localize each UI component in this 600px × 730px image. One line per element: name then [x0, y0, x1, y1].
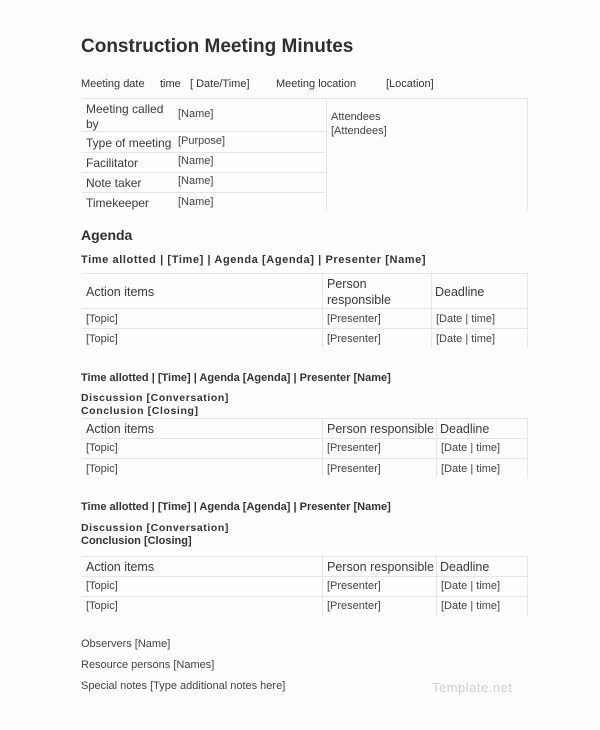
info-label-type: Type of meeting [86, 136, 172, 150]
section3-header-action: Action items [86, 560, 155, 574]
section2-row1-presenter: [Presenter] [327, 442, 381, 454]
location-value: [Location] [386, 78, 434, 90]
section2-row1-deadline: [Date | time] [441, 442, 501, 454]
section2-row2-topic: [Topic] [86, 463, 118, 475]
resource-persons-line: Resource persons [Names] [81, 659, 215, 671]
section3-row1-presenter: [Presenter] [327, 580, 381, 592]
attendees-value: [Attendees] [331, 125, 387, 137]
info-label-note-taker: Note taker [86, 176, 142, 190]
attendees-label: Attendees [331, 111, 381, 123]
section3-conclusion: Conclusion [Closing] [81, 535, 192, 547]
section3-row2-deadline: [Date | time] [441, 600, 501, 612]
date-time-value: [ Date/Time] [190, 78, 250, 90]
section2-time-line: Time allotted | [Time] | Agenda [Agenda] | Presenter [Name] [81, 372, 391, 384]
section1-row2-presenter: [Presenter] [327, 333, 381, 345]
info-label-facilitator: Facilitator [86, 156, 139, 170]
section3-header-deadline: Deadline [440, 560, 490, 574]
section2-header-action: Action items [86, 422, 155, 436]
watermark: Template.net [432, 680, 513, 695]
info-label-called-by-1: Meeting called [86, 102, 164, 116]
section3-time-line: Time allotted | [Time] | Agenda [Agenda] | Presenter [Name] [81, 501, 391, 513]
meeting-date-label: Meeting date [81, 78, 145, 90]
info-value-timekeeper: [Name] [178, 196, 214, 208]
section2-row2-presenter: [Presenter] [327, 463, 381, 475]
info-value-facilitator: [Name] [178, 155, 214, 167]
section2-row2-deadline: [Date | time] [441, 463, 501, 475]
section1-row2-deadline: [Date | time] [436, 333, 496, 345]
section1-time-line: Time allotted | [Time] | Agenda [Agenda] | Presenter [Name] [81, 254, 427, 266]
section3-row1-deadline: [Date | time] [441, 580, 501, 592]
section1-row1-deadline: [Date | time] [436, 313, 496, 325]
section3-header-person: Person responsible [327, 560, 435, 574]
section1-row1-presenter: [Presenter] [327, 313, 381, 325]
info-label-timekeeper: Timekeeper [86, 196, 149, 210]
agenda-heading: Agenda [81, 227, 133, 243]
section3-row2-topic: [Topic] [86, 600, 118, 612]
section2-discussion: Discussion [Conversation] [81, 392, 230, 404]
info-value-called-by: [Name] [178, 108, 214, 120]
time-label: time [160, 78, 181, 90]
section1-row2-topic: [Topic] [86, 333, 118, 345]
document-title: Construction Meeting Minutes [81, 36, 354, 57]
section2-conclusion: Conclusion [Closing] [81, 405, 199, 417]
section2-header-person: Person responsible [327, 422, 435, 436]
section1-header-action: Action items [86, 285, 155, 299]
section1-row1-topic: [Topic] [86, 313, 118, 325]
section1-header-deadline: Deadline [435, 285, 485, 299]
observers-line: Observers [Name] [81, 638, 171, 650]
special-notes-line: Special notes [Type additional notes here] [81, 680, 286, 692]
section1-header-person-2: responsible [327, 293, 391, 307]
section1-header-person-1: Person [327, 277, 367, 291]
section2-row1-topic: [Topic] [86, 442, 118, 454]
section3-row1-topic: [Topic] [86, 580, 118, 592]
info-label-called-by-2: by [86, 117, 99, 131]
info-value-type: [Purpose] [178, 135, 226, 147]
section2-header-deadline: Deadline [440, 422, 490, 436]
section3-discussion: Discussion [Conversation] [81, 522, 230, 534]
info-value-note-taker: [Name] [178, 175, 214, 187]
section3-row2-presenter: [Presenter] [327, 600, 381, 612]
meeting-location-label: Meeting location [276, 78, 357, 90]
